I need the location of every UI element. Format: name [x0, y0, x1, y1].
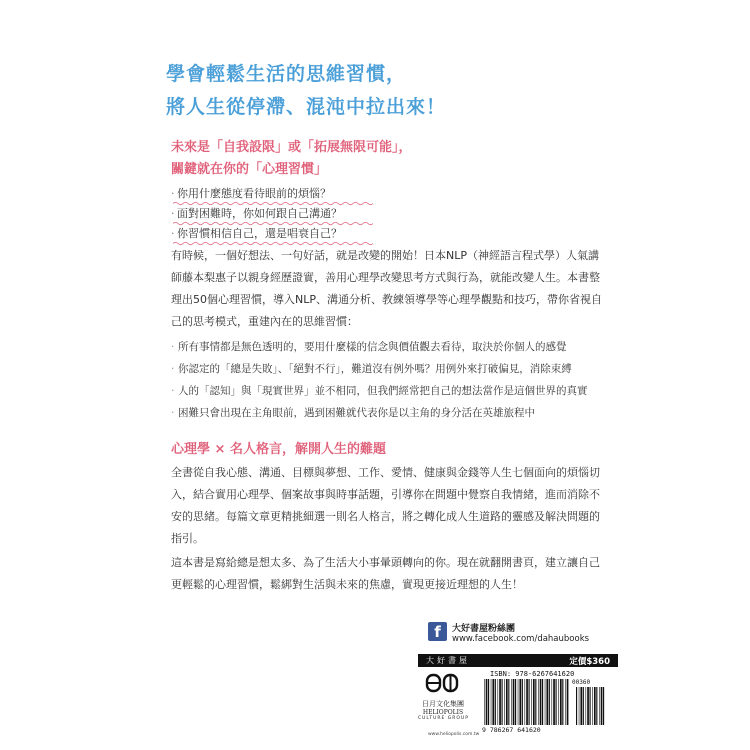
question-item	[171, 224, 342, 244]
section-title: 心理學 × 名人格言，解開人生的難題	[171, 442, 386, 457]
list-item	[171, 380, 588, 402]
subhead-line-1: 未來是「自我設限」或「拓展無限可能」，	[171, 140, 412, 155]
price-bar	[418, 654, 618, 667]
fanpage-url[interactable]: www.facebook.com/dahaubooks	[452, 634, 590, 644]
paragraph-line: 更輕鬆的心理習慣，鬆綁對生活與未來的焦慮，實現更接近理想的人生！	[171, 578, 523, 591]
imprint-name: 大好書屋	[426, 656, 470, 665]
paragraph-line: 己的思考模式，重建內在的思維習慣：	[171, 315, 358, 328]
paragraph-line: 入，結合實用心理學、個案故事與時事話題，引導你在問題中覺察自我情緒，進而消除不	[171, 488, 600, 501]
bullet-dot-icon: ·	[171, 207, 175, 220]
list-item	[171, 336, 588, 358]
question-text: 面對困難時，你如何跟自己溝通？	[177, 207, 342, 220]
list-item-text: 你認定的「總是失敗」、「絕對不行」，難道沒有例外嗎？用例外來打破偏見，消除束縛	[178, 363, 572, 375]
isbn-barcode	[476, 670, 618, 740]
publisher-url: www.heliopolis.com.tw	[428, 732, 480, 737]
publisher-tagline: CULTURE GROUP	[418, 716, 469, 721]
question-list	[171, 184, 342, 244]
headline-line-1: 學會輕鬆生活的思維習慣，	[166, 63, 407, 85]
facebook-icon[interactable]: f	[428, 622, 447, 641]
publisher-name-cn: 日月文化集團	[422, 700, 464, 708]
list-item	[171, 358, 588, 380]
isbn-text: ISBN: 978-6267641620	[490, 670, 575, 678]
barcode-addon-icon	[576, 687, 610, 727]
paragraph-line: 有時候，一個好想法、一句好話，就是改變的開始！日本NLP（神經語言程式學）人氣講	[171, 249, 599, 262]
barcode-digits: 9 786267 641620	[482, 726, 541, 734]
paragraph-line: 理出50個心理習慣，導入NLP、溝通分析、教練領導學等心理學觀點和技巧，帶你省視自	[171, 293, 602, 306]
subhead	[171, 137, 412, 181]
heliopolis-logo-icon	[425, 672, 461, 694]
list-item	[171, 402, 588, 424]
barcode-addon-digits: 00360	[572, 679, 591, 686]
summary-paragraph	[171, 462, 600, 550]
bullet-dot-icon: ·	[171, 341, 175, 353]
publisher-name-en: HELIOPOLIS	[422, 709, 464, 716]
paragraph-line: 這本書是寫給總是想太多、為了生活大小事暈頭轉向的你。現在就翻開書頁，建立讓自己	[171, 556, 600, 569]
headline-line-2: 將人生從停滯、混沌中拉出來！	[166, 96, 447, 118]
barcode-icon	[484, 679, 570, 727]
question-text: 你用什麼態度看待眼前的煩惱？	[177, 187, 331, 200]
paragraph-line: 全書從自我心態、溝通、目標與夢想、工作、愛情、健康與金錢等人生七個面向的煩惱切	[171, 466, 600, 479]
subhead-line-2: 關鍵就在你的「心理習慣」	[171, 162, 328, 177]
intro-paragraph	[171, 245, 602, 333]
bullet-dot-icon: ·	[171, 385, 175, 397]
bullet-dot-icon: ·	[171, 407, 175, 419]
question-item	[171, 204, 342, 224]
closing-paragraph	[171, 552, 600, 596]
bullet-dot-icon: ·	[171, 227, 175, 240]
habit-bullet-list	[171, 336, 588, 424]
bullet-dot-icon: ·	[171, 363, 175, 375]
list-item-text: 所有事情都是無色透明的，要用什麼樣的信念與價值觀去看待，取決於你個人的感覺	[178, 341, 567, 353]
facebook-fanpage[interactable]	[428, 622, 608, 652]
list-item-text: 人的「認知」與「現實世界」並不相同，但我們經常把自己的想法當作是這個世界的真實	[178, 385, 588, 397]
paragraph-line: 指引。	[171, 532, 204, 545]
price-label: 定價$360	[569, 657, 610, 667]
paragraph-line: 安的思緒。每篇文章更精挑細選一則名人格言，將之轉化成人生道路的靈感及解決問題的	[171, 510, 600, 523]
fanpage-name: 大好書屋粉絲團	[452, 624, 516, 634]
question-item	[171, 184, 342, 204]
headline	[166, 58, 446, 124]
bullet-dot-icon: ·	[171, 187, 175, 200]
question-text: 你習慣相信自己，還是唱衰自己？	[177, 227, 342, 240]
paragraph-line: 師藤本梨惠子以親身經歷證實，善用心理學改變思考方式與行為，就能改變人生。本書整	[171, 271, 600, 284]
list-item-text: 困難只會出現在主角眼前，遇到困難就代表你是以主角的身分活在英雄旅程中	[178, 407, 535, 419]
